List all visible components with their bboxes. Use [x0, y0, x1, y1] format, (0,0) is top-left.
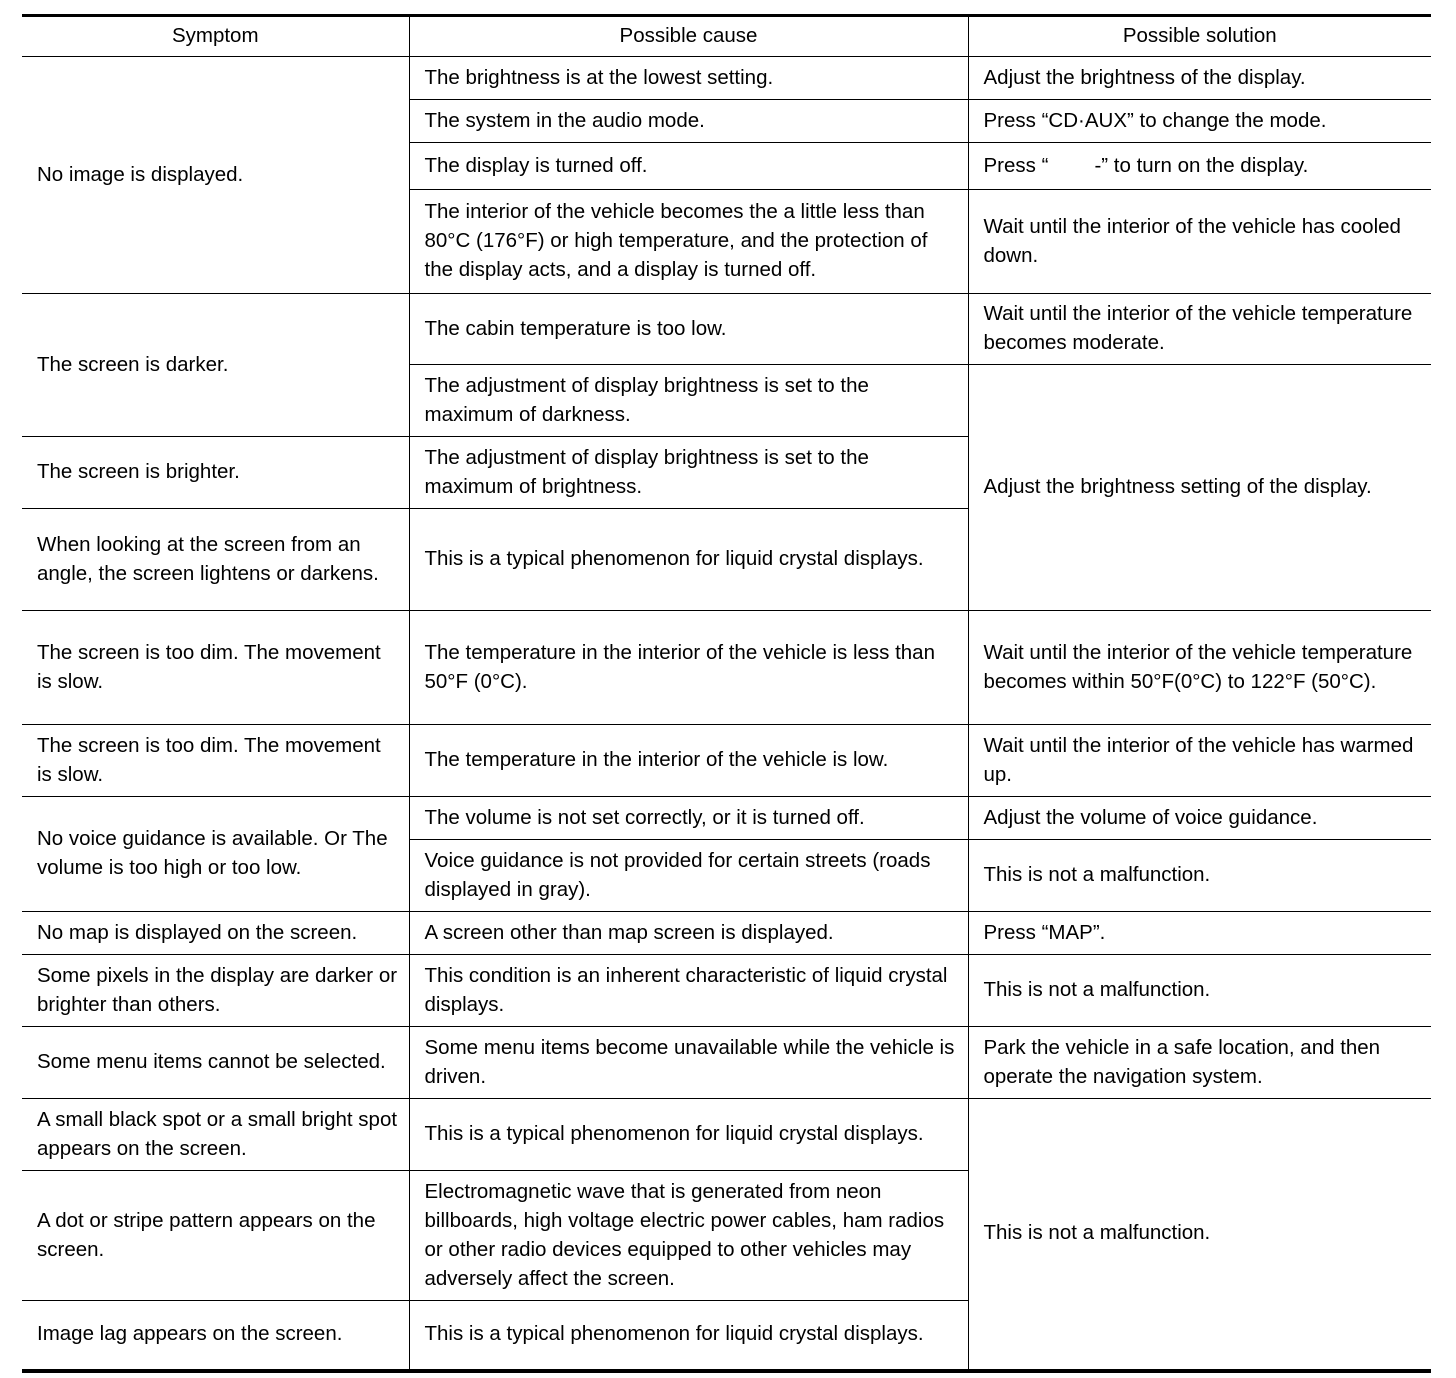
solution-cell: This is not a malfunction.	[968, 1099, 1431, 1371]
cause-cell: The volume is not set correctly, or it is turned off.	[409, 797, 968, 840]
table-row	[22, 1027, 1431, 1099]
table-row	[22, 912, 1431, 955]
symptom-cell: The screen is brighter.	[22, 437, 409, 509]
cause-cell: The interior of the vehicle becomes the a little less than 80°C (176°F) or high temperature, and the protection of the display acts, and a display is turned off.	[409, 190, 968, 294]
cause-cell: The temperature in the interior of the vehicle is low.	[409, 725, 968, 797]
table-row	[22, 725, 1431, 797]
cause-cell: This condition is an inherent characteristic of liquid crystal displays.	[409, 955, 968, 1027]
symptom-cell: The screen is too dim. The movement is slow.	[22, 611, 409, 725]
table-row	[22, 1099, 1431, 1171]
cause-cell: A screen other than map screen is displayed.	[409, 912, 968, 955]
header-row	[22, 16, 1431, 57]
symptom-cell: Some pixels in the display are darker or brighter than others.	[22, 955, 409, 1027]
cause-cell: The display is turned off.	[409, 143, 968, 190]
table-row	[22, 611, 1431, 725]
cause-cell: Voice guidance is not provided for certain streets (roads displayed in gray).	[409, 840, 968, 912]
header-symptom: Symptom	[22, 16, 409, 57]
cause-cell: The brightness is at the lowest setting.	[409, 57, 968, 100]
cause-cell: The temperature in the interior of the vehicle is less than 50°F (0°C).	[409, 611, 968, 725]
solution-cell: Adjust the brightness of the display.	[968, 57, 1431, 100]
symptom-cell: The screen is too dim. The movement is slow.	[22, 725, 409, 797]
cause-cell: The system in the audio mode.	[409, 100, 968, 143]
table-row	[22, 797, 1431, 840]
solution-text-before-gap: Press “	[983, 153, 1049, 177]
solution-cell: Adjust the volume of voice guidance.	[968, 797, 1431, 840]
header-possible-solution: Possible solution	[968, 16, 1431, 57]
solution-cell: Press “MAP”.	[968, 912, 1431, 955]
symptom-cell: Image lag appears on the screen.	[22, 1301, 409, 1371]
cause-cell: The adjustment of display brightness is set to the maximum of brightness.	[409, 437, 968, 509]
cause-cell: This is a typical phenomenon for liquid crystal displays.	[409, 509, 968, 611]
solution-cell	[968, 143, 1431, 190]
solution-cell: Park the vehicle in a safe location, and then operate the navigation system.	[968, 1027, 1431, 1099]
solution-cell: Adjust the brightness setting of the display.	[968, 365, 1431, 611]
solution-cell: Wait until the interior of the vehicle temperature becomes within 50°F(0°C) to 122°F (50°C).	[968, 611, 1431, 725]
table-row	[22, 294, 1431, 365]
symptom-cell: When looking at the screen from an angle, the screen lightens or darkens.	[22, 509, 409, 611]
symptom-cell: Some menu items cannot be selected.	[22, 1027, 409, 1099]
symptom-cell: No voice guidance is available. Or The volume is too high or too low.	[22, 797, 409, 912]
header-possible-cause: Possible cause	[409, 16, 968, 57]
troubleshooting-table-container	[22, 14, 1431, 1373]
cause-cell: The cabin temperature is too low.	[409, 294, 968, 365]
solution-cell: Wait until the interior of the vehicle temperature becomes moderate.	[968, 294, 1431, 365]
solution-cell: Wait until the interior of the vehicle has cooled down.	[968, 190, 1431, 294]
solution-text-after-gap: -” to turn on the display.	[1094, 153, 1309, 177]
symptom-cell: No map is displayed on the screen.	[22, 912, 409, 955]
symptom-cell: No image is displayed.	[22, 57, 409, 294]
cause-cell: This is a typical phenomenon for liquid crystal displays.	[409, 1099, 968, 1171]
solution-cell: Press “CD·AUX” to change the mode.	[968, 100, 1431, 143]
symptom-cell: A dot or stripe pattern appears on the screen.	[22, 1171, 409, 1301]
cause-cell: The adjustment of display brightness is set to the maximum of darkness.	[409, 365, 968, 437]
troubleshooting-table	[22, 14, 1431, 1373]
solution-cell: Wait until the interior of the vehicle has warmed up.	[968, 725, 1431, 797]
solution-cell: This is not a malfunction.	[968, 955, 1431, 1027]
table-row	[22, 955, 1431, 1027]
symptom-cell: A small black spot or a small bright spot appears on the screen.	[22, 1099, 409, 1171]
table-row	[22, 57, 1431, 100]
cause-cell: This is a typical phenomenon for liquid crystal displays.	[409, 1301, 968, 1371]
cause-cell: Electromagnetic wave that is generated from neon billboards, high voltage electric power cables, ham radios or other radio devices equipped to other vehicles may adversely affect the screen.	[409, 1171, 968, 1301]
cause-cell: Some menu items become unavailable while the vehicle is driven.	[409, 1027, 968, 1099]
solution-cell: This is not a malfunction.	[968, 840, 1431, 912]
symptom-cell: The screen is darker.	[22, 294, 409, 437]
